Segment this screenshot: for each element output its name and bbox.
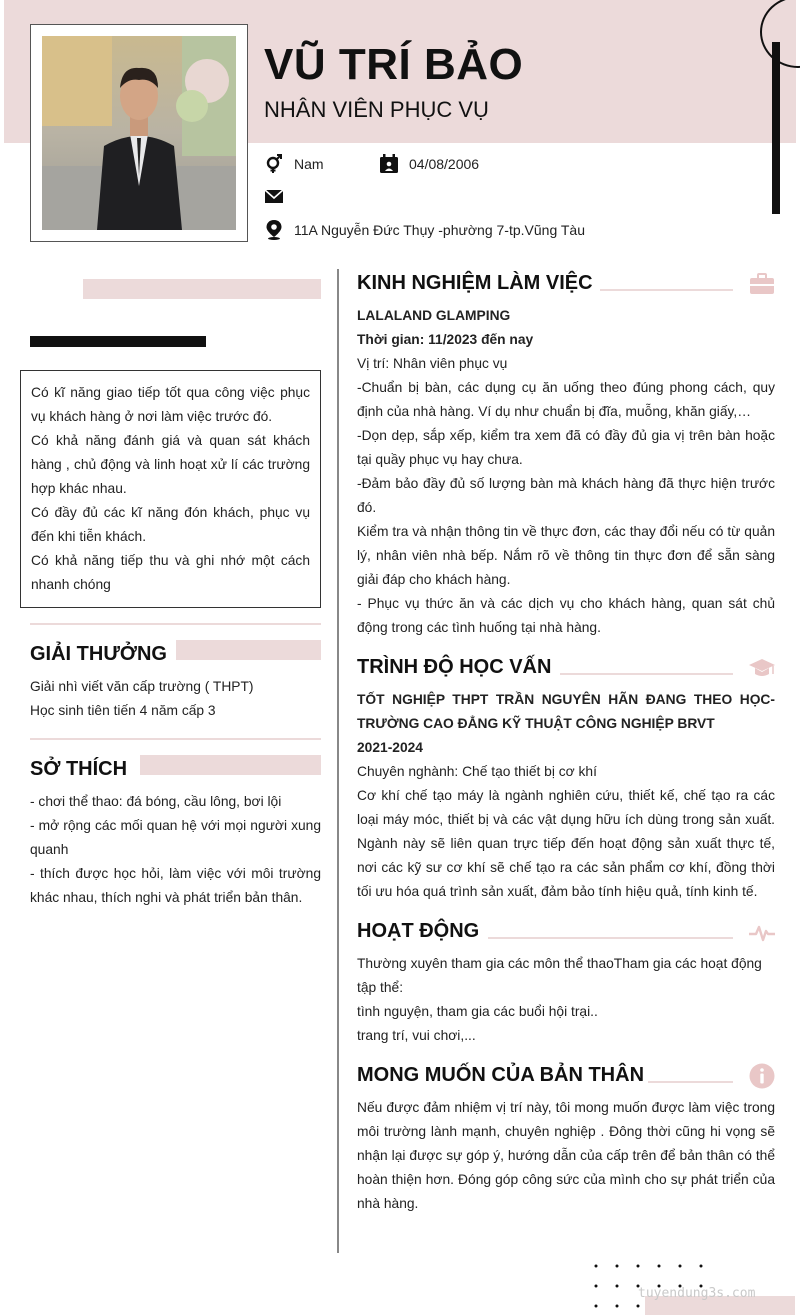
profile-paragraph: Có đầy đủ các kĩ năng đón khách, phục vụ đến khi tiễn khách. — [31, 505, 310, 544]
education-body — [357, 688, 775, 904]
activities-title-line — [488, 937, 733, 939]
experience-period: Thời gian: 11/2023 đến nay — [357, 332, 534, 347]
profile-paragraph: Có khả năng đánh giá và quan sát khách hàng , chủ động và linh hoạt xử lí các trường hợp khác nhau. — [31, 433, 310, 496]
info-icon — [748, 1062, 776, 1090]
profile-paragraph: Có khả năng tiếp thu và ghi nhớ một cách nhanh chóng — [31, 553, 310, 592]
hobby-item: - thích được học hỏi, làm việc với môi trường khác nhau, thích nghi và phát triển bản thân. — [30, 866, 321, 905]
hobbies-list — [30, 790, 321, 910]
activity-line: trang trí, vui chơi,... — [357, 1028, 476, 1043]
gender-row — [264, 154, 324, 174]
education-school: TỐT NGHIỆP THPT TRẦN NGUYÊN HÃN ĐANG THEO HỌC- TRƯỜNG CAO ĐẲNG KỸ THUẬT CÔNG NGHIỆP BRVT — [357, 692, 775, 731]
briefcase-icon — [748, 270, 776, 298]
activities-body — [357, 952, 775, 1048]
calendar-icon — [379, 154, 399, 174]
experience-duty: - Phục vụ thức ăn và các dịch vụ cho khách hàng, quan sát chủ động trong các tình huống tại nhà hàng. — [357, 596, 775, 635]
experience-body — [357, 304, 775, 640]
profile-paragraph: Có kĩ năng giao tiếp tốt qua công việc phục vụ khách hàng ở nơi làm việc trước đó. — [31, 385, 310, 424]
experience-duty: -Chuẩn bị bàn, các dụng cụ ăn uống theo đúng phong cách, quy định của nhà hàng. Ví dụ như chuẩn bị đĩa, muỗng, khăn giấy,… — [357, 380, 775, 419]
award-item: Giải nhì viết văn cấp trường ( THPT) — [30, 679, 254, 694]
activities-title: HOẠT ĐỘNG — [357, 920, 480, 942]
goals-title: MONG MUỐN CỦA BẢN THÂN — [357, 1064, 645, 1086]
candidate-name: VŨ TRÍ BẢO — [264, 40, 524, 89]
goals-text: Nếu được đảm nhiệm vị trí này, tôi mong muốn được làm việc trong môi trường lành mạnh, chuyên nghiệp . Đông thời cũng hi vọng sẽ nhận lại được sự góp ý, hướng dẫn của cấp trên để bản thân có thể hoàn thiện hơn. Đóng góp công sức của mình cho sự phát triển của nhà hàng. — [357, 1100, 775, 1211]
location-pin-icon — [264, 220, 284, 240]
email-row — [264, 186, 294, 206]
candidate-job-title: NHÂN VIÊN PHỤC VỤ — [264, 97, 489, 122]
hobbies-title-band — [140, 755, 321, 775]
address-row — [264, 220, 585, 240]
award-item: Học sinh tiên tiến 4 năm cấp 3 — [30, 703, 216, 718]
decorative-black-bar — [30, 336, 206, 347]
pulse-icon — [748, 919, 776, 947]
experience-title: KINH NGHIỆM LÀM VIỆC — [357, 272, 593, 294]
section-divider — [30, 738, 321, 740]
education-title: TRÌNH ĐỘ HỌC VẤN — [357, 656, 552, 678]
gender-value: Nam — [294, 156, 324, 172]
goals-body — [357, 1096, 775, 1216]
decorative-band — [83, 279, 321, 299]
education-major: Chuyên nghành: Chế tạo thiết bị cơ khí — [357, 764, 597, 779]
column-separator — [337, 269, 339, 1253]
graduation-cap-icon — [748, 654, 776, 682]
hobby-item: - chơi thể thao: đá bóng, cầu lông, bơi lội — [30, 794, 282, 809]
education-description: Cơ khí chế tạo máy là ngành nghiên cứu, thiết kế, chế tạo ra các loại máy móc, thiết bị và các vật dụng hữu ích dùng trong sản xuất. Ngành này sẽ liên quan trực tiếp đến hoạt động sản xuất thực tế, nơi các kỹ sư cơ khí sẽ chế tạo ra các sản phẩm cơ khí, đồng thời tối ưu hóa quá trình sản xuất, đảm bảo tính hiệu quả, tính kinh tế. — [357, 788, 775, 899]
awards-list — [30, 675, 321, 723]
profile-photo — [42, 36, 236, 230]
email-icon — [264, 186, 284, 206]
decorative-vertical-bar — [772, 42, 780, 214]
awards-title: GIẢI THƯỞNG — [30, 643, 167, 665]
activity-line: tình nguyện, tham gia các buổi hội trại.. — [357, 1004, 598, 1019]
experience-duty: -Dọn dẹp, sắp xếp, kiểm tra xem đã có đầy đủ gia vị trên bàn hoặc tại quầy phục vụ hay chưa. — [357, 428, 775, 467]
education-title-line — [560, 673, 733, 675]
address-value: 11A Nguyễn Đức Thụy -phường 7-tp.Vũng Tàu — [294, 222, 585, 238]
experience-duty: -Đảm bảo đầy đủ số lượng bàn mà khách hàng đã thực hiện trước đó. — [357, 476, 775, 515]
experience-company: LALALAND GLAMPING — [357, 308, 511, 323]
awards-title-band — [176, 640, 321, 660]
experience-title-line — [600, 289, 733, 291]
hobby-item: - mở rộng các mối quan hệ với mọi người xung quanh — [30, 818, 321, 857]
section-divider — [30, 623, 321, 625]
goals-title-line — [648, 1081, 733, 1083]
activity-line: Thường xuyên tham gia các môn thể thaoTham gia các hoạt động tập thể: — [357, 956, 762, 995]
experience-duty: Kiểm tra và nhận thông tin về thực đơn, các thay đổi nếu có từ quản lý, nhân viên nhà bếp. Nắm rõ về thông tin thực đơn để sẵn sàng giải đáp cho khách hàng. — [357, 524, 775, 587]
gender-icon — [264, 154, 284, 174]
experience-position: Vị trí: Nhân viên phục vụ — [357, 356, 508, 371]
profile-summary-box — [20, 370, 321, 608]
hobbies-title: SỞ THÍCH — [30, 758, 128, 780]
birthdate-row — [379, 154, 479, 174]
watermark: tuyendung3s.com — [638, 1286, 756, 1301]
birthdate-value: 04/08/2006 — [409, 156, 480, 172]
education-years: 2021-2024 — [357, 740, 423, 755]
